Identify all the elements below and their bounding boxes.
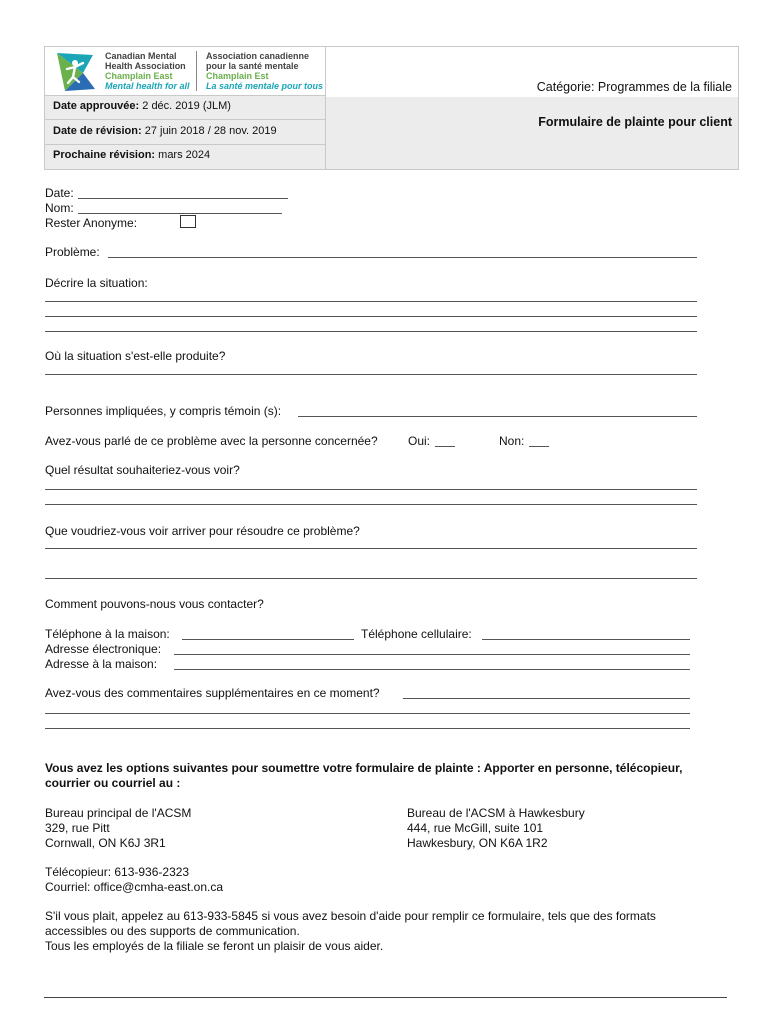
revision-label: Date de révision: — [53, 125, 142, 137]
home-phone-field[interactable] — [182, 639, 354, 640]
cell-phone-field[interactable] — [482, 639, 690, 640]
form-title-cell — [326, 97, 738, 169]
people-field[interactable] — [298, 416, 697, 417]
help-line-1: S'il vous plait, appelez au 613-933-5845 si vous avez besoin d'aide pour remplir ce formulaire, tels que des formats — [45, 909, 656, 923]
next-revision-label: Prochaine révision: — [53, 149, 156, 161]
footer-divider — [44, 997, 727, 998]
date-label: Date: — [45, 186, 74, 200]
office2-line3: Hawkesbury, ON K6A 1R2 — [407, 836, 548, 850]
submit-heading-1: Vous avez les options suivantes pour soumettre votre formulaire de plainte : Apporter en personne, télécopieur, — [45, 761, 683, 775]
comments-line-3[interactable] — [45, 728, 690, 729]
office1-line2: 329, rue Pitt — [45, 821, 110, 835]
help-line-3: Tous les employés de la filiale se feront un plaisir de vous aider. — [45, 939, 384, 953]
next-revision-value: mars 2024 — [158, 149, 211, 161]
email-text: Courriel: office@cmha-east.on.ca — [45, 880, 224, 894]
logo-fr-line2: pour la santé mentale — [206, 61, 299, 71]
header-box — [44, 46, 739, 170]
result-line-1[interactable] — [45, 489, 697, 490]
resolve-label: Que voudriez-vous voir arriver pour résoudre ce problème? — [45, 524, 360, 538]
name-field[interactable] — [78, 213, 282, 214]
revision-value: 27 juin 2018 / 28 nov. 2019 — [144, 125, 277, 137]
logo-fr-line3: Champlain Est — [206, 71, 269, 81]
office2-line2: 444, rue McGill, suite 101 — [407, 821, 544, 835]
comments-line-2[interactable] — [45, 713, 690, 714]
no-field[interactable] — [529, 446, 549, 447]
resolve-line-1[interactable] — [45, 548, 697, 549]
contact-label: Comment pouvons-nous vous contacter? — [45, 597, 264, 611]
describe-line-1[interactable] — [45, 301, 697, 302]
approved-value: 2 déc. 2019 (JLM) — [142, 100, 231, 112]
anonymous-checkbox[interactable] — [180, 215, 196, 228]
next-revision-row — [45, 144, 325, 169]
anonymous-label: Rester Anonyme: — [45, 216, 138, 230]
name-label: Nom: — [45, 201, 74, 215]
form-title: Formulaire de plainte pour client — [538, 115, 732, 129]
describe-label: Décrire la situation: — [45, 276, 148, 290]
home-address-field[interactable] — [174, 669, 690, 670]
email-field[interactable] — [174, 654, 690, 655]
fax-text: Télécopieur: 613-936-2323 — [45, 865, 190, 879]
email-label: Adresse électronique: — [45, 642, 162, 656]
logo-en-line1: Canadian Mental — [105, 51, 177, 61]
office1-line3: Cornwall, ON K6J 3R1 — [45, 836, 166, 850]
cell-phone-label: Téléphone cellulaire: — [361, 627, 472, 641]
approved-label: Date approuvée: — [53, 100, 140, 112]
office2-line1: Bureau de l'ACSM à Hawkesbury — [407, 806, 585, 820]
logo-en-tagline: Mental health for all — [105, 81, 190, 91]
where-field[interactable] — [45, 374, 697, 375]
resolve-line-2[interactable] — [45, 578, 697, 579]
logo-fr-tagline: La santé mentale pour tous — [206, 81, 324, 91]
no-label: Non: — [499, 434, 525, 448]
talked-label: Avez-vous parlé de ce problème avec la personne concernée? — [45, 434, 378, 448]
logo-mark-icon — [53, 49, 99, 95]
yes-label: Oui: — [408, 434, 431, 448]
problem-field[interactable] — [108, 257, 697, 258]
home-address-label: Adresse à la maison: — [45, 657, 158, 671]
people-label: Personnes impliquées, y compris témoin (s): — [45, 404, 282, 418]
where-label: Où la situation s'est-elle produite? — [45, 349, 226, 363]
submit-heading-2: courrier ou courriel au : — [45, 776, 181, 790]
yes-field[interactable] — [435, 446, 455, 447]
logo-en-line2: Health Association — [105, 61, 186, 71]
problem-label: Problème: — [45, 245, 100, 259]
result-line-2[interactable] — [45, 504, 697, 505]
describe-line-3[interactable] — [45, 331, 697, 332]
date-field[interactable] — [78, 198, 288, 199]
cmha-logo — [45, 47, 325, 97]
category-label: Catégorie: Programmes de la filiale — [536, 80, 732, 94]
home-phone-label: Téléphone à la maison: — [45, 627, 170, 641]
approved-row — [45, 95, 325, 119]
logo-en-line3: Champlain East — [105, 71, 173, 81]
revision-row — [45, 119, 325, 145]
comments-label: Avez-vous des commentaires supplémentaires en ce moment? — [45, 686, 380, 700]
logo-fr-line1: Association canadienne — [206, 51, 310, 61]
comments-line-1[interactable] — [403, 698, 690, 699]
result-label: Quel résultat souhaiteriez-vous voir? — [45, 463, 240, 477]
help-line-2: accessibles ou des supports de communication. — [45, 924, 300, 938]
office1-line1: Bureau principal de l'ACSM — [45, 806, 192, 820]
describe-line-2[interactable] — [45, 316, 697, 317]
